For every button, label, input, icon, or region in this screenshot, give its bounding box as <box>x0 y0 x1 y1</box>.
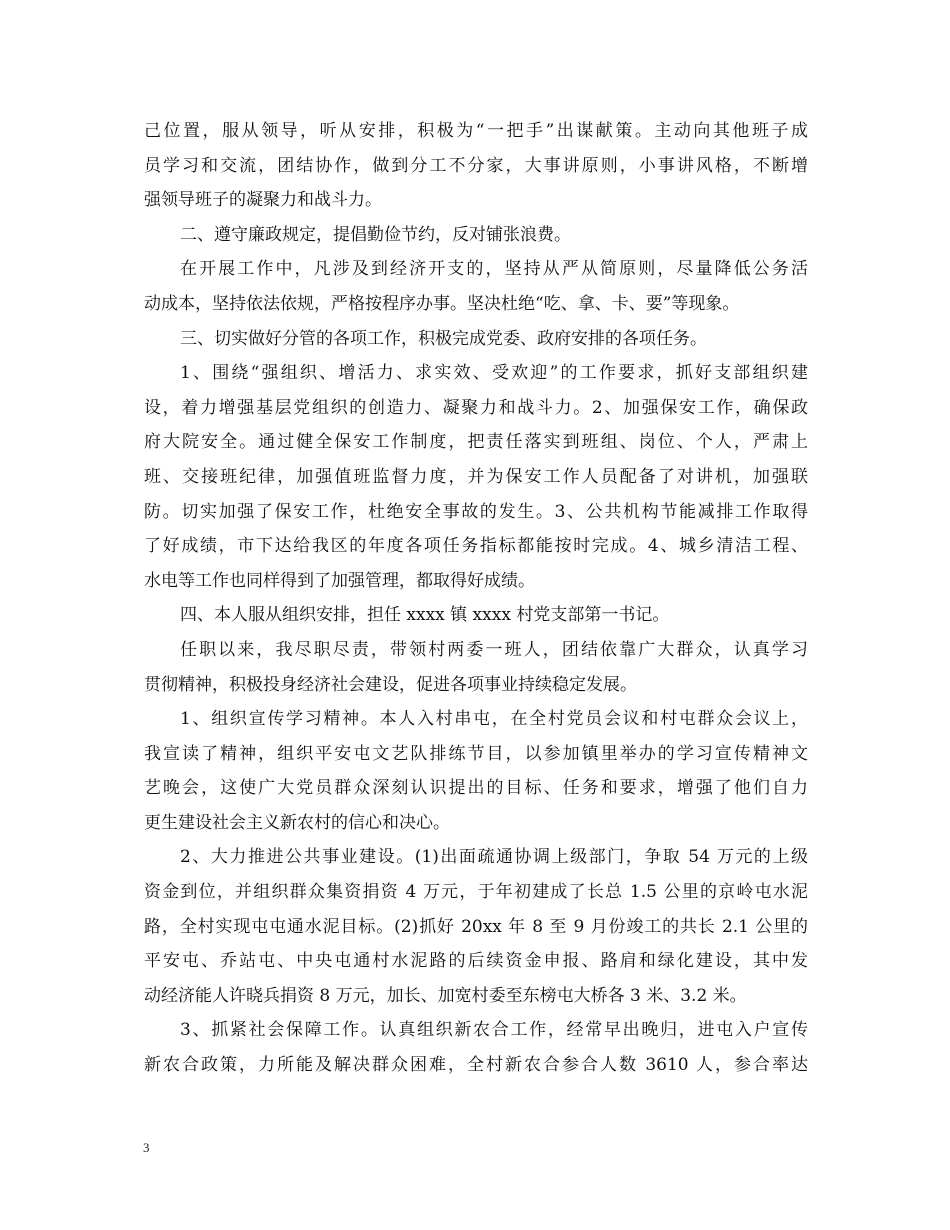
text-line: 1、组织宣传学习精神。本人入村串屯，在全村党员会议和村屯群众会议上， <box>180 709 808 730</box>
text-line: 任职以来，我尽职尽责，带领村两委一班人，团结依靠广大群众，认真学习 <box>180 639 808 660</box>
text-line: 员学习和交流，团结协作，做到分工不分家，大事讲原则，小事讲风格，不断增 <box>144 155 808 176</box>
text-line: 1、围绕“强组织、增活力、求实效、受欢迎”的工作要求，抓好支部组织建 <box>180 363 808 384</box>
text-line: 防。切实加强了保安工作，杜绝安全事故的发生。3、公共机构节能减排工作取得 <box>144 501 808 522</box>
text-line: 在开展工作中，凡涉及到经济开支的，坚持从严从简原则，尽量降低公务活 <box>180 259 808 280</box>
text-line: 路，全村实现屯屯通水泥目标。(2)抓好 20xx 年 8 至 9 月份竣工的共长 2.1 公里的 <box>144 916 808 937</box>
text-line: 强领导班子的凝聚力和战斗力。 <box>144 190 382 211</box>
text-line: 府大院安全。通过健全保安工作制度，把责任落实到班组、岗位、个人，严肃上 <box>144 432 808 453</box>
text-line: 水电等工作也同样得到了加强管理，都取得好成绩。 <box>144 570 535 591</box>
text-line: 四、本人服从组织安排，担任 xxxx 镇 xxxx 村党支部第一书记。 <box>180 605 670 626</box>
text-line: 动成本，坚持依法依规，严格按程序办事。坚决杜绝“吃、拿、卡、要”等现象。 <box>144 293 740 314</box>
text-line: 己位置，服从领导，听从安排，积极为“一把手”出谋献策。主动向其他班子成 <box>144 121 808 141</box>
text-line: 动经济能人许晓兵捐资 8 万元，加长、加宽村委至东榜屯大桥各 3 米、3.2 米。 <box>144 985 747 1006</box>
text-line: 三、切实做好分管的各项工作，积极完成党委、政府安排的各项任务。 <box>180 328 707 349</box>
text-line: 3、抓紧社会保障工作。认真组织新农合工作，经常早出晚归，进屯入户宣传 <box>180 1020 808 1041</box>
text-line: 了好成绩，市下达给我区的年度各项任务指标都能按时完成。4、城乡清洁工程、 <box>144 536 808 557</box>
text-line: 班、交接班纪律，加强值班监督力度，并为保安工作人员配备了对讲机，加强联 <box>144 466 808 487</box>
text-line: 更生建设社会主义新农村的信心和决心。 <box>144 812 450 833</box>
page-number: 3 <box>143 1140 150 1155</box>
text-line: 平安屯、乔站屯、中央屯通村水泥路的后续资金申报、路肩和绿化建设，其中发 <box>144 951 808 972</box>
text-line: 新农合政策，力所能及解决群众困难，全村新农合参合人数 3610 人，参合率达 <box>144 1055 808 1076</box>
text-line: 设，着力增强基层党组织的创造力、凝聚力和战斗力。2、加强保安工作，确保政 <box>144 397 808 418</box>
text-line: 二、遵守廉政规定，提倡勤俭节约，反对铺张浪费。 <box>180 224 571 245</box>
text-line: 艺晚会，这使广大党员群众深刻认识提出的目标、任务和要求，增强了他们自力 <box>144 778 808 799</box>
text-line: 2、大力推进公共事业建设。(1)出面疏通协调上级部门，争取 54 万元的上级 <box>180 847 808 868</box>
text-line: 贯彻精神，积极投身经济社会建设，促进各项事业持续稳定发展。 <box>144 674 637 695</box>
body-text <box>144 114 808 1083</box>
text-line: 我宣读了精神，组织平安屯文艺队排练节目，以参加镇里举办的学习宣传精神文 <box>144 743 808 764</box>
text-line: 资金到位，并组织群众集资捐资 4 万元，于年初建成了长总 1.5 公里的京岭屯水泥 <box>144 882 808 903</box>
